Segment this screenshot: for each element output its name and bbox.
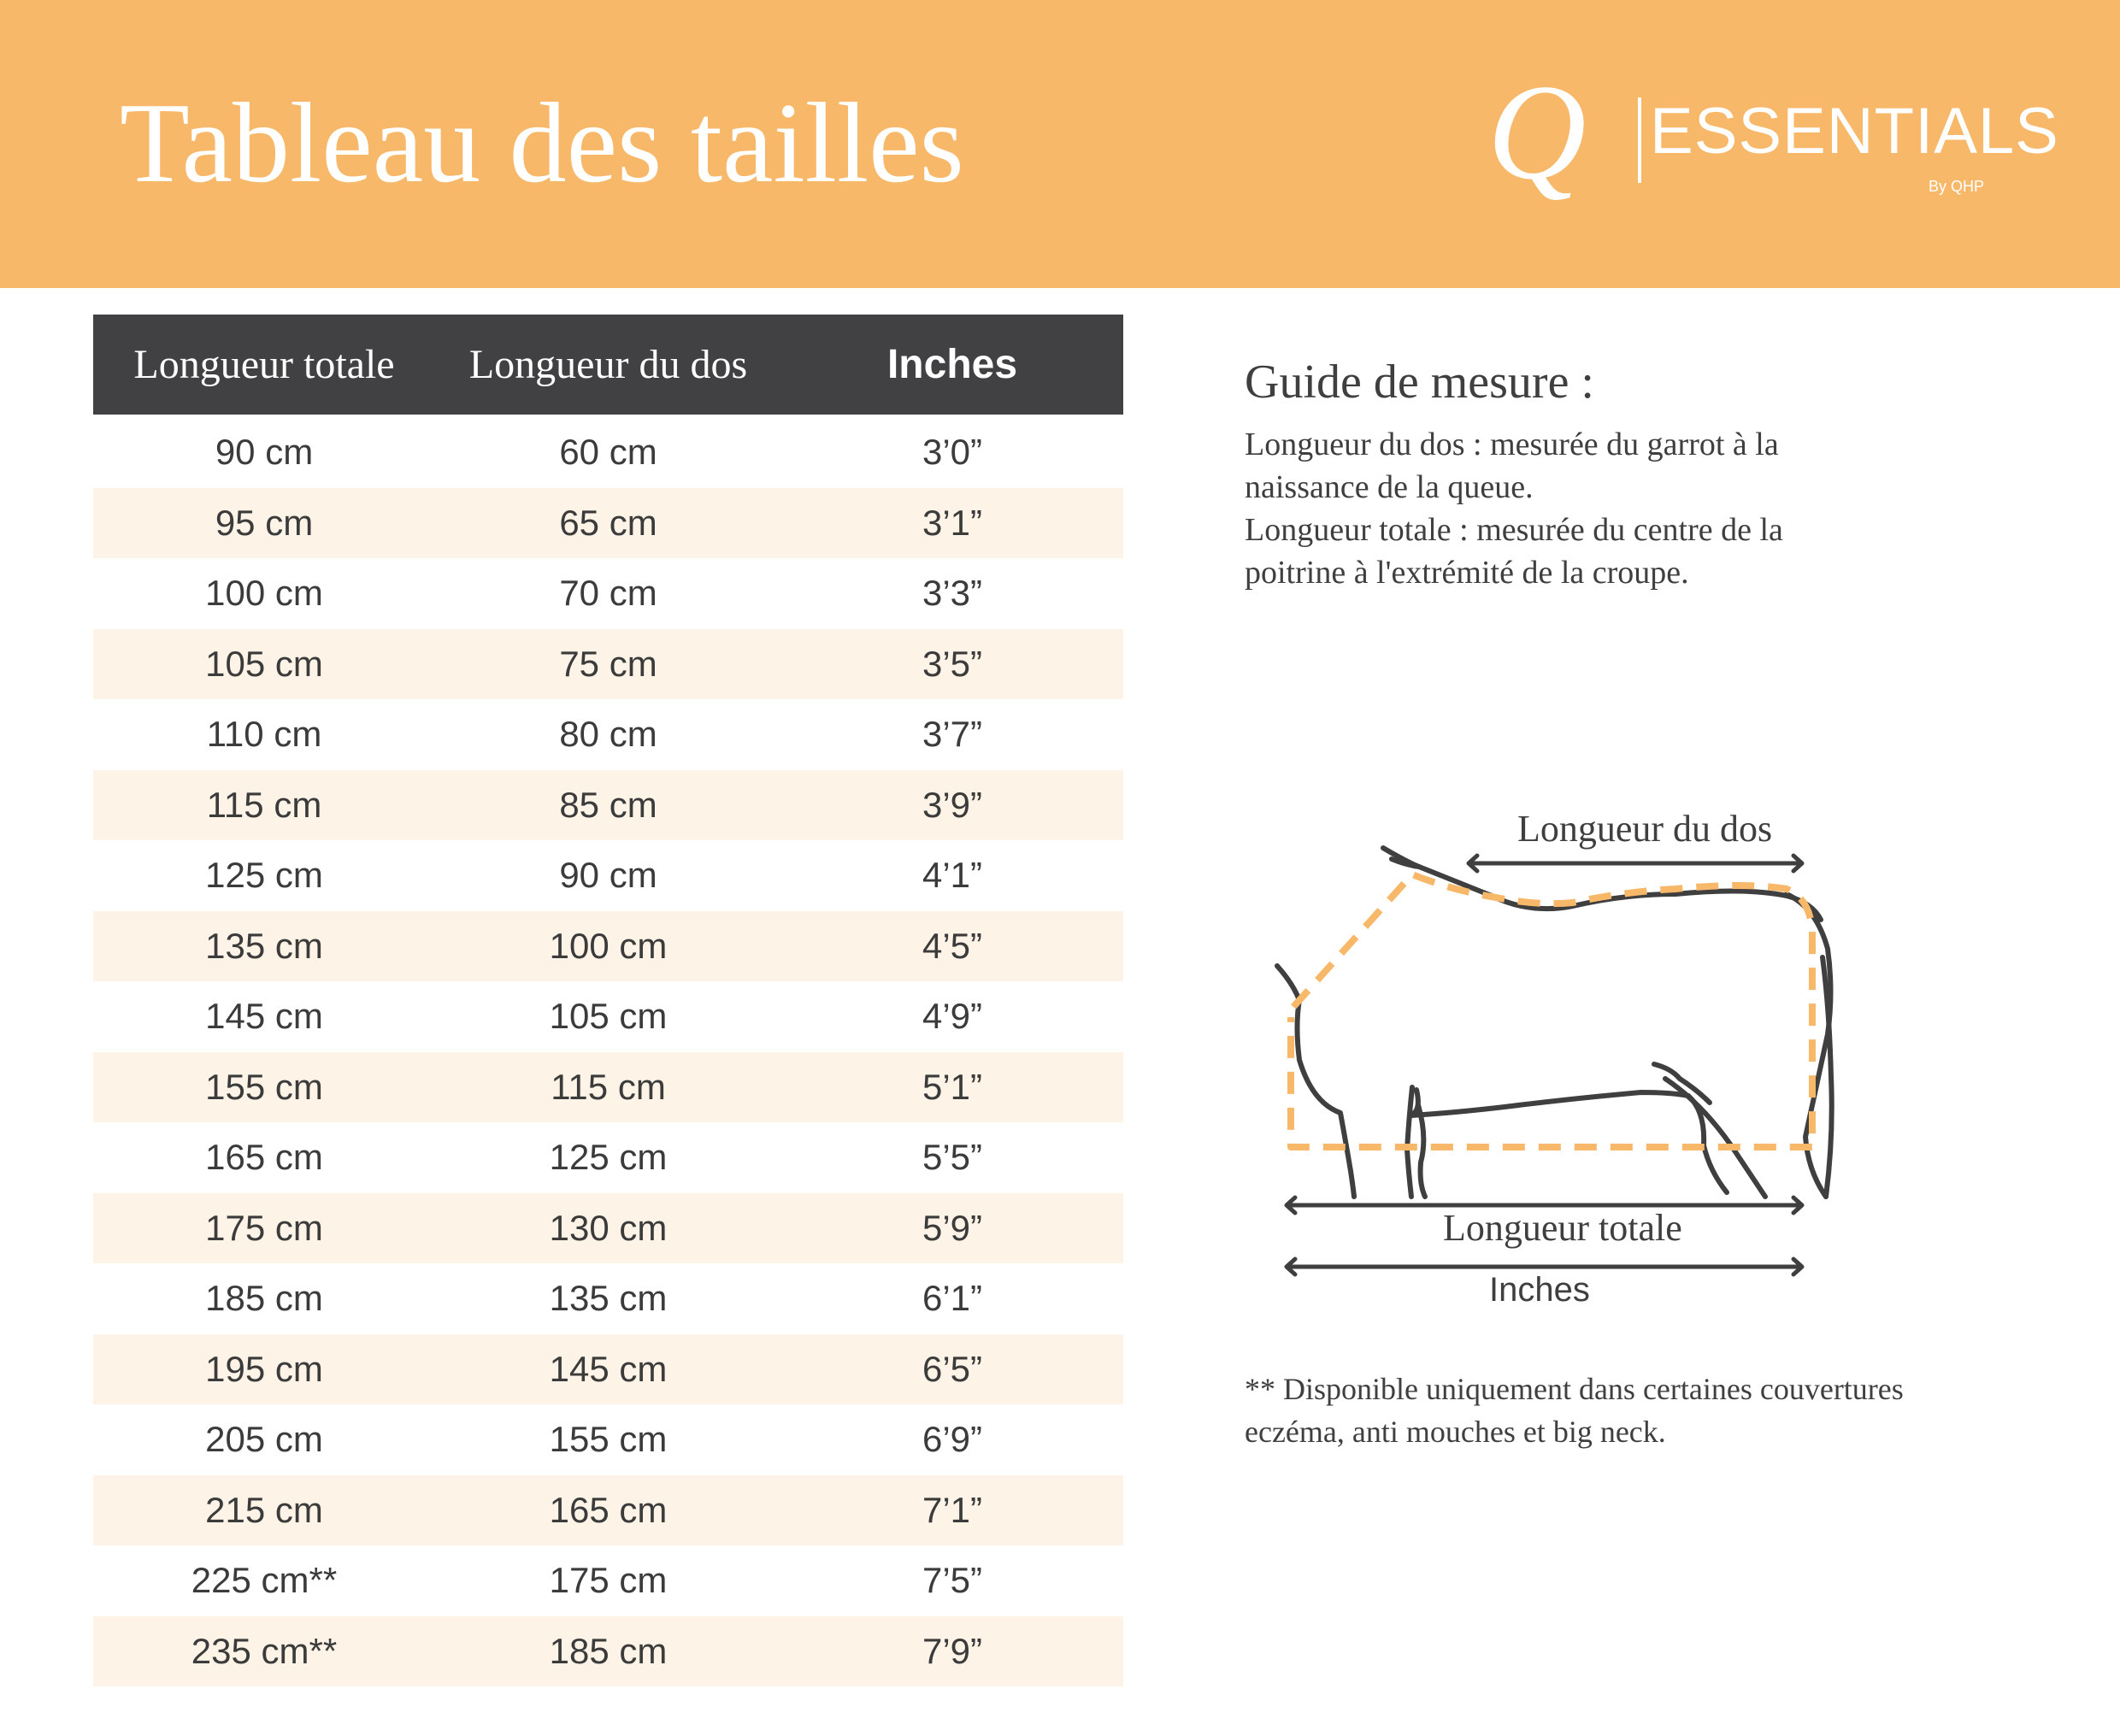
guide-title: Guide de mesure : (1245, 356, 1594, 409)
cell-inches: 7’1” (922, 1489, 983, 1530)
cell-inches: 3’9” (922, 784, 983, 825)
cell-back-length: 155 cm (549, 1419, 668, 1460)
cell-back-length: 145 cm (549, 1348, 668, 1389)
cell-back-length: 80 cm (559, 714, 657, 755)
cell-back-length: 125 cm (549, 1137, 668, 1178)
cell-total-length: 155 cm (205, 1066, 323, 1107)
cell-inches: 3’1” (922, 502, 983, 543)
table-row (93, 981, 1123, 1052)
header-inches: Inches (886, 342, 1018, 387)
cell-total-length: 165 cm (205, 1137, 323, 1178)
cell-inches: 6’9” (922, 1419, 983, 1460)
cell-total-length: 135 cm (205, 925, 323, 966)
cell-inches: 7’5” (922, 1560, 983, 1601)
cell-back-length: 85 cm (559, 784, 657, 825)
blanket-outline-dashed (1291, 874, 1812, 1147)
cell-inches: 3’3” (922, 573, 983, 614)
guide-line: naissance de la queue. (1245, 469, 1534, 505)
diagram-back-length-label: Longueur du dos (1517, 808, 1773, 850)
table-row (93, 1263, 1123, 1334)
horse-outline-icon (1277, 848, 1832, 1197)
cell-back-length: 60 cm (559, 432, 657, 473)
table-row (93, 488, 1123, 559)
cell-back-length: 90 cm (559, 855, 657, 896)
cell-inches: 5’5” (922, 1137, 983, 1178)
cell-back-length: 105 cm (549, 996, 668, 1037)
cell-inches: 6’5” (922, 1348, 983, 1389)
cell-total-length: 110 cm (206, 714, 322, 755)
table-body (93, 417, 1123, 1686)
table-row (93, 1334, 1123, 1405)
cell-total-length: 235 cm** (191, 1630, 338, 1671)
back-length-arrow (1469, 856, 1802, 871)
table-row (93, 629, 1123, 700)
diagram-total-length-label: Longueur totale (1443, 1207, 1682, 1249)
cell-inches: 3’7” (922, 714, 983, 755)
table-header (93, 315, 1123, 415)
table-row (93, 1404, 1123, 1475)
cell-inches: 4’9” (922, 996, 983, 1037)
diagram-inches-label: Inches (1489, 1271, 1590, 1309)
cell-inches: 3’5” (922, 643, 983, 684)
cell-inches: 3’0” (922, 432, 983, 473)
cell-inches: 5’9” (922, 1207, 983, 1248)
cell-total-length: 205 cm (205, 1419, 323, 1460)
logo-divider (1638, 97, 1641, 183)
guide-line: Longueur du dos : mesurée du garrot à la (1245, 427, 1779, 462)
logo-byline: By QHP (1929, 178, 1985, 195)
header-back-length: Longueur du dos (468, 342, 748, 387)
cell-total-length: 215 cm (205, 1489, 323, 1530)
cell-back-length: 65 cm (559, 502, 657, 543)
note-line: eczéma, anti mouches et big neck. (1245, 1415, 1666, 1449)
table-row (93, 1616, 1123, 1687)
table-row (93, 911, 1123, 982)
table-row (93, 840, 1123, 911)
cell-total-length: 115 cm (206, 784, 322, 825)
guide-line: poitrine à l'extrémité de la croupe. (1245, 555, 1689, 591)
cell-total-length: 185 cm (205, 1278, 323, 1319)
cell-total-length: 105 cm (205, 643, 323, 684)
logo-mark: Q (1487, 56, 1587, 208)
table-row (93, 1475, 1123, 1546)
cell-inches: 4’1” (922, 855, 983, 896)
table-row (93, 1122, 1123, 1193)
cell-total-length: 225 cm** (191, 1560, 338, 1601)
table-row (93, 1545, 1123, 1616)
cell-inches: 5’1” (922, 1066, 983, 1107)
cell-back-length: 70 cm (559, 573, 657, 614)
cell-inches: 7’9” (922, 1630, 983, 1671)
cell-back-length: 75 cm (559, 643, 657, 684)
cell-total-length: 100 cm (205, 573, 323, 614)
cell-total-length: 90 cm (215, 432, 314, 473)
size-table (93, 315, 1123, 1686)
table-row (93, 558, 1123, 629)
cell-back-length: 135 cm (549, 1278, 668, 1319)
note-line: ** Disponible uniquement dans certaines couvertures (1245, 1372, 1904, 1406)
cell-back-length: 100 cm (549, 925, 668, 966)
cell-total-length: 145 cm (205, 996, 323, 1037)
cell-inches: 6’1” (922, 1278, 983, 1319)
table-row (93, 699, 1123, 770)
cell-back-length: 115 cm (551, 1066, 666, 1107)
cell-total-length: 125 cm (205, 855, 323, 896)
table-row (93, 417, 1123, 488)
brand-logo (1487, 56, 2059, 208)
cell-back-length: 185 cm (549, 1630, 668, 1671)
logo-wordmark: ESSENTIALS (1650, 95, 2059, 168)
cell-inches: 4’5” (922, 925, 983, 966)
table-row (93, 1052, 1123, 1123)
cell-total-length: 95 cm (215, 502, 314, 543)
cell-back-length: 165 cm (549, 1489, 668, 1530)
header-banner (0, 0, 2120, 288)
guide-text (1245, 423, 1980, 594)
table-row (93, 770, 1123, 841)
page-title: Tableau des tailles (120, 79, 964, 206)
cell-total-length: 195 cm (205, 1348, 323, 1389)
cell-total-length: 175 cm (205, 1207, 323, 1248)
cell-back-length: 130 cm (549, 1207, 668, 1248)
table-row (93, 1193, 1123, 1264)
guide-line: Longueur totale : mesurée du centre de la (1245, 512, 1783, 548)
header-total-length: Longueur totale (133, 342, 395, 387)
cell-back-length: 175 cm (549, 1560, 668, 1601)
availability-note (1245, 1368, 2014, 1453)
